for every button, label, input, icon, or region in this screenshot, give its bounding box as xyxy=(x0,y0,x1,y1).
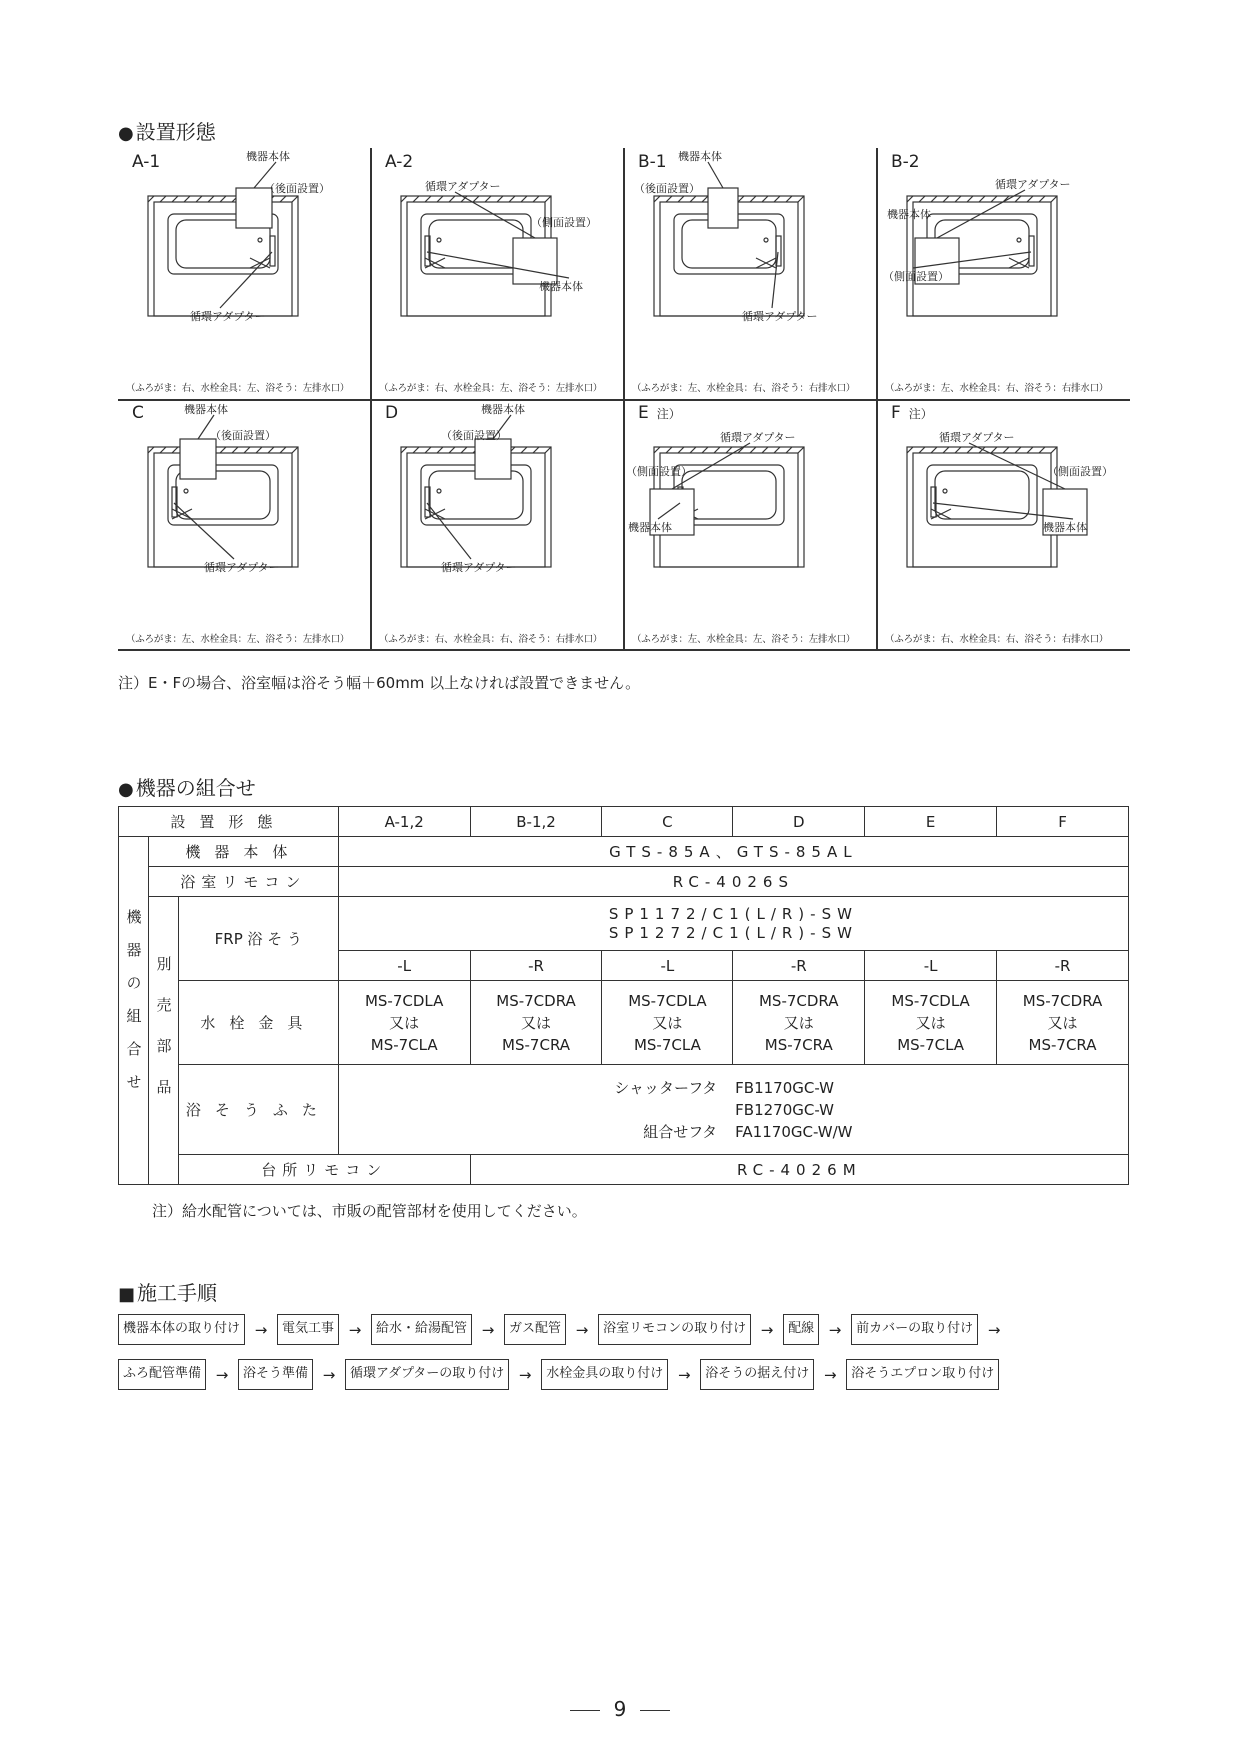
drawing-label: 機器本体 xyxy=(1043,521,1087,534)
frp-lr: -R xyxy=(997,951,1129,981)
drawing-label: （側面設置） xyxy=(626,465,692,478)
sub-side-label: 別売部品 xyxy=(154,955,173,1120)
dash-right xyxy=(640,1710,670,1711)
faucet-cell: MS-7CDLA 又は MS-7CLA xyxy=(865,981,997,1065)
drawing-label: 循環アダプター xyxy=(995,178,1071,191)
installation-panel xyxy=(624,399,877,650)
lid-code: FB1270GC-W xyxy=(735,1100,834,1119)
installation-panel xyxy=(118,399,371,650)
procedure-step: ふろ配管準備 xyxy=(118,1359,206,1390)
faucet-cell: MS-7CDRA 又は MS-7CRA xyxy=(733,981,865,1065)
installation-panel xyxy=(371,399,624,650)
procedure-step: 浴そうの据え付け xyxy=(700,1359,814,1390)
side-label: 機器の組合せ xyxy=(124,908,143,1107)
lid-name: シャッターフタ xyxy=(614,1078,718,1097)
drawing-label: 循環アダプター xyxy=(204,561,280,574)
bullet-mark: ● xyxy=(118,779,134,800)
drawing-label: 循環アダプター xyxy=(190,310,266,323)
drawing-label: 循環アダプター xyxy=(425,180,501,193)
drawing-label: 機器本体 xyxy=(481,403,525,416)
procedure-step: 浴そうエプロン取り付け xyxy=(846,1359,999,1390)
frp-lr: -L xyxy=(602,951,733,981)
frp-lr: -L xyxy=(865,951,997,981)
col-header: A-1,2 xyxy=(338,807,470,837)
side-label-cell xyxy=(119,837,149,1185)
col-header: B-1,2 xyxy=(470,807,602,837)
panel-caption: （ふろがま：右、水栓金具：右、浴そう：右排水口） xyxy=(379,634,603,645)
procedure-step: ガス配管 xyxy=(504,1314,566,1345)
installation-drawing xyxy=(118,148,371,380)
procedure-step: 機器本体の取り付け xyxy=(118,1314,245,1345)
lid-code: FA1170GC-W/W xyxy=(735,1122,853,1141)
frp-lr: -R xyxy=(733,951,865,981)
section-title-text: 設置形態 xyxy=(135,120,216,144)
drawing-label: 循環アダプター xyxy=(441,561,517,574)
panel-code: A-2 xyxy=(385,152,414,172)
panel-note-mark: 注） xyxy=(908,407,933,421)
drawing-label: 循環アダプター xyxy=(742,310,818,323)
page-number xyxy=(0,1697,1240,1721)
drawing-label: （後面設置） xyxy=(634,182,700,195)
arrow-right-icon: → xyxy=(215,1365,229,1384)
drawing-label: 機器本体 xyxy=(678,150,722,163)
row-label-bath-remote: 浴室リモコン xyxy=(148,867,338,897)
procedure-flow-row-2 xyxy=(118,1359,999,1390)
procedure-step: 配線 xyxy=(783,1314,819,1345)
drawing-label: （側面設置） xyxy=(531,216,597,229)
arrow-right-icon: → xyxy=(677,1365,691,1384)
row-label-kitchen-remote: 台所リモコン xyxy=(178,1155,470,1185)
panel-code: B-2 xyxy=(891,152,920,172)
lid-code: FB1170GC-W xyxy=(735,1078,834,1097)
panel-caption: （ふろがま：左、水栓金具：右、浴そう：右排水口） xyxy=(885,383,1109,394)
col-header: E xyxy=(865,807,997,837)
lid-name xyxy=(614,1099,717,1121)
frp-model: SP1272/C1(L/R)-SW xyxy=(608,923,858,942)
unit-value: GTS-85A、GTS-85AL xyxy=(338,837,1128,867)
drawing-label: （側面設置） xyxy=(1047,465,1113,478)
installation-grid xyxy=(118,148,1130,650)
section-title-text: 機器の組合せ xyxy=(135,776,256,800)
arrow-right-icon: → xyxy=(348,1320,362,1339)
panel-code: C xyxy=(132,403,144,423)
frp-model: SP1172/C1(L/R)-SW xyxy=(608,904,858,923)
procedure-step: 浴そう準備 xyxy=(238,1359,313,1390)
drawing-label: 機器本体 xyxy=(539,280,583,293)
panel-caption: （ふろがま：右、水栓金具：右、浴そう：右排水口） xyxy=(885,634,1109,645)
arrow-right-icon: → xyxy=(760,1320,774,1339)
procedure-step: 浴室リモコンの取り付け xyxy=(598,1314,751,1345)
section-title-procedure xyxy=(118,1277,217,1306)
installation-panel xyxy=(877,399,1130,650)
panel-code: E 注） xyxy=(638,403,681,423)
drawing-label: 循環アダプター xyxy=(939,431,1015,444)
bath-remote-value: RC-4026S xyxy=(338,867,1128,897)
bullet-mark: ● xyxy=(118,123,134,144)
row-label-unit: 機器本体 xyxy=(148,837,338,867)
panel-code: B-1 xyxy=(638,152,667,172)
faucet-cell: MS-7CDLA 又は MS-7CLA xyxy=(602,981,733,1065)
drawing-label: 機器本体 xyxy=(887,208,931,221)
procedure-step: 給水・給湯配管 xyxy=(371,1314,472,1345)
faucet-cell: MS-7CDLA 又は MS-7CLA xyxy=(338,981,470,1065)
drawing-label: （側面設置） xyxy=(883,270,949,283)
procedure-step: 循環アダプターの取り付け xyxy=(345,1359,509,1390)
installation-panel xyxy=(118,148,371,399)
pipe-note: 注）給水配管については、市販の配管部材を使用してください。 xyxy=(152,1202,587,1220)
panel-code: A-1 xyxy=(132,152,161,172)
panel-caption: （ふろがま：左、水栓金具：右、浴そう：右排水口） xyxy=(632,383,856,394)
procedure-flow-row-1 xyxy=(118,1314,1010,1345)
installation-panel xyxy=(624,148,877,399)
frp-lr: -L xyxy=(338,951,470,981)
drawing-label: 循環アダプター xyxy=(720,431,796,444)
lid-values xyxy=(338,1065,1128,1155)
col-header: D xyxy=(733,807,865,837)
installation-panel xyxy=(371,148,624,399)
row-label-frp: FRP 浴 そ う xyxy=(178,897,338,981)
installation-panel xyxy=(877,148,1130,399)
panel-code: D xyxy=(385,403,399,423)
procedure-step: 電気工事 xyxy=(277,1314,339,1345)
arrow-right-icon: → xyxy=(254,1320,268,1339)
panel-caption: （ふろがま：左、水栓金具：左、浴そう：左排水口） xyxy=(632,634,856,645)
arrow-right-icon: → xyxy=(987,1320,1001,1339)
col-header: F xyxy=(997,807,1129,837)
section-title-combination xyxy=(118,772,256,801)
sub-side-label-cell xyxy=(148,897,178,1185)
drawing-label: 機器本体 xyxy=(246,150,290,163)
col-header: C xyxy=(602,807,733,837)
panel-caption: （ふろがま：左、水栓金具：左、浴そう：左排水口） xyxy=(126,634,350,645)
panel-note-mark: 注） xyxy=(656,407,681,421)
arrow-right-icon: → xyxy=(828,1320,842,1339)
combination-table xyxy=(118,806,1129,1185)
frp-lr: -R xyxy=(470,951,602,981)
drawing-label: （後面設置） xyxy=(264,182,330,195)
lid-name: 組合せフタ xyxy=(643,1122,718,1141)
kitchen-remote-value: RC-4026M xyxy=(470,1155,1128,1185)
drawing-label: 機器本体 xyxy=(184,403,228,416)
arrow-right-icon: → xyxy=(823,1365,837,1384)
square-mark: ■ xyxy=(118,1284,136,1305)
installation-note: 注）E・Fの場合、浴室幅は浴そう幅＋60mm 以上なければ設置できません。 xyxy=(118,674,641,692)
section-title-installation xyxy=(118,116,216,145)
arrow-right-icon: → xyxy=(575,1320,589,1339)
procedure-step: 水栓金具の取り付け xyxy=(541,1359,668,1390)
panel-caption: （ふろがま：右、水栓金具：左、浴そう：左排水口） xyxy=(379,383,603,394)
header-install-type: 設置形態 xyxy=(119,807,339,837)
frp-values xyxy=(338,897,1128,951)
drawing-label: （後面設置） xyxy=(441,429,507,442)
procedure-step: 前カバーの取り付け xyxy=(851,1314,978,1345)
arrow-right-icon: → xyxy=(322,1365,336,1384)
drawing-label: 機器本体 xyxy=(628,521,672,534)
page-number-text: 9 xyxy=(613,1697,627,1721)
row-label-lid: 浴そうふた xyxy=(178,1065,338,1155)
dash-left xyxy=(570,1710,600,1711)
faucet-cell: MS-7CDRA 又は MS-7CRA xyxy=(470,981,602,1065)
panel-code: F 注） xyxy=(891,403,933,423)
arrow-right-icon: → xyxy=(481,1320,495,1339)
section-title-text: 施工手順 xyxy=(137,1281,218,1305)
faucet-cell: MS-7CDRA 又は MS-7CRA xyxy=(997,981,1129,1065)
panel-caption: （ふろがま：右、水栓金具：左、浴そう：左排水口） xyxy=(126,383,350,394)
drawing-label: （後面設置） xyxy=(210,429,276,442)
row-label-faucet: 水栓金具 xyxy=(178,981,338,1065)
arrow-right-icon: → xyxy=(518,1365,532,1384)
